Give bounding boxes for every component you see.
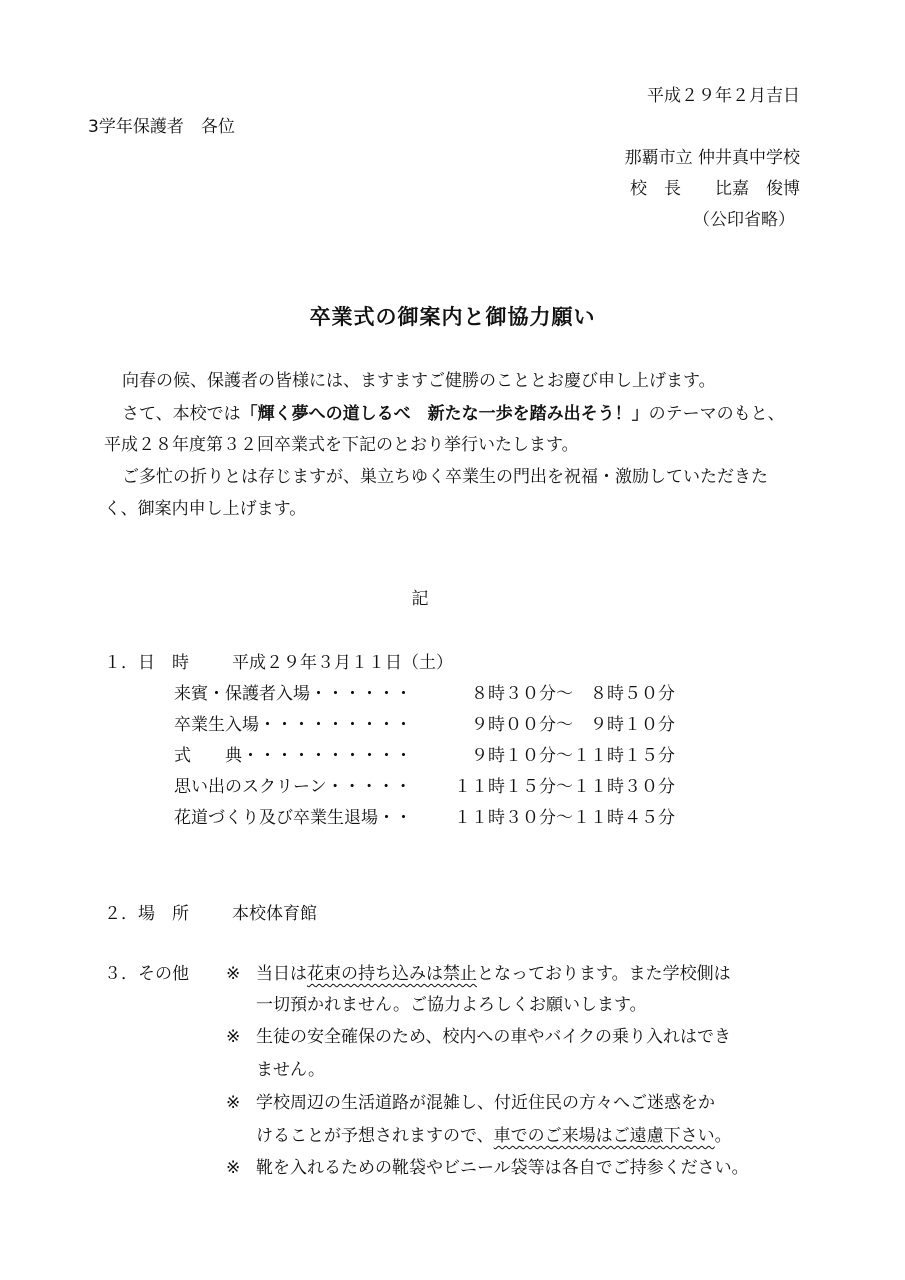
note-mark: ※	[226, 1027, 241, 1047]
document-title: 卒業式の御案内と御協力願い	[309, 305, 596, 329]
note-1-line-1	[256, 966, 731, 983]
document-date: 平成２９年２月吉日	[647, 86, 800, 106]
body-line-4: ご多忙の折りとは存じますが、巣立ちゆく卒業生の門出を祝福・激励していただきた	[122, 467, 768, 487]
note-3-line-1: 学校周辺の生活道路が混雑し、付近住民の方々へご迷惑をか	[256, 1093, 715, 1113]
schedule-time: ９時１０分～１１時１５分	[454, 746, 675, 766]
body-line-2-post: のテーマのもと、	[648, 404, 785, 424]
schedule-label: 花道づくり及び卒業生退場・・	[174, 808, 412, 828]
note-1-line-2: 一切預かれません。ご協力よろしくお願いします。	[256, 995, 647, 1015]
item2-label: ２．場 所	[104, 904, 189, 924]
body-line-2-pre: さて、本校では	[122, 404, 241, 424]
note-text: 当日は	[256, 964, 307, 984]
theme-text: 「輝く夢への道しるべ 新たな一歩を踏み出そう！」	[240, 404, 649, 424]
note-mark: ※	[226, 964, 241, 984]
schedule-time: ８時３０分～ ８時５０分	[454, 684, 675, 704]
ki-heading: 記	[411, 589, 429, 609]
no-car-emphasis: 車でのご来場はご遠慮下さい	[493, 1126, 715, 1146]
note-2-line-1: 生徒の安全確保のため、校内への車やバイクの乗り入れはでき	[256, 1027, 731, 1047]
school-name: 那覇市立 仲井真中学校	[624, 148, 800, 168]
seal-note: （公印省略）	[693, 210, 795, 230]
body-line-2	[122, 406, 785, 423]
body-line-5: く、御案内申し上げます。	[104, 499, 307, 519]
note-mark: ※	[226, 1093, 241, 1113]
schedule-time: １１時１５分～１１時３０分	[454, 777, 675, 797]
schedule-row	[174, 686, 675, 703]
addressee: 3学年保護者 各位	[88, 117, 235, 137]
schedule-row	[174, 810, 675, 827]
flower-ban-emphasis: 花束の持ち込みは禁止	[307, 964, 477, 984]
item1-date: 平成２９年３月１１日（土）	[232, 653, 453, 673]
note-3-line-2	[256, 1128, 732, 1145]
schedule-label: 式 典・・・・・・・・・・	[174, 746, 412, 766]
item1-label: １．日 時	[104, 653, 189, 673]
schedule-time: １１時３０分～１１時４５分	[454, 808, 675, 828]
schedule-label: 卒業生入場・・・・・・・・・	[174, 715, 412, 735]
body-line-3: 平成２８年度第３２回卒業式を下記のとおり挙行いたします。	[104, 435, 579, 455]
schedule-time: ９時００分～ ９時１０分	[454, 715, 675, 735]
note-text: 。	[714, 1126, 732, 1146]
schedule-label: 来賓・保護者入場・・・・・・	[174, 684, 412, 704]
item3-label: ３．その他	[104, 964, 189, 984]
note-mark: ※	[226, 1158, 241, 1178]
item2-value: 本校体育館	[232, 904, 317, 924]
schedule-label: 思い出のスクリーン・・・・・	[174, 777, 412, 797]
note-2-line-2: ません。	[256, 1060, 326, 1080]
note-text: けることが予想されますので、	[256, 1126, 494, 1146]
schedule-row	[174, 717, 675, 734]
body-line-1: 向春の候、保護者の皆様には、ますますご健勝のこととお慶び申し上げます。	[122, 371, 716, 391]
schedule-row	[174, 779, 675, 796]
note-text: となっております。また学校側は	[477, 964, 731, 984]
note-4: 靴を入れるための靴袋やビニール袋等は各自でご持参ください。	[256, 1158, 749, 1178]
principal-name: 校 長 比嘉 俊博	[630, 179, 800, 199]
schedule-row	[174, 748, 675, 765]
